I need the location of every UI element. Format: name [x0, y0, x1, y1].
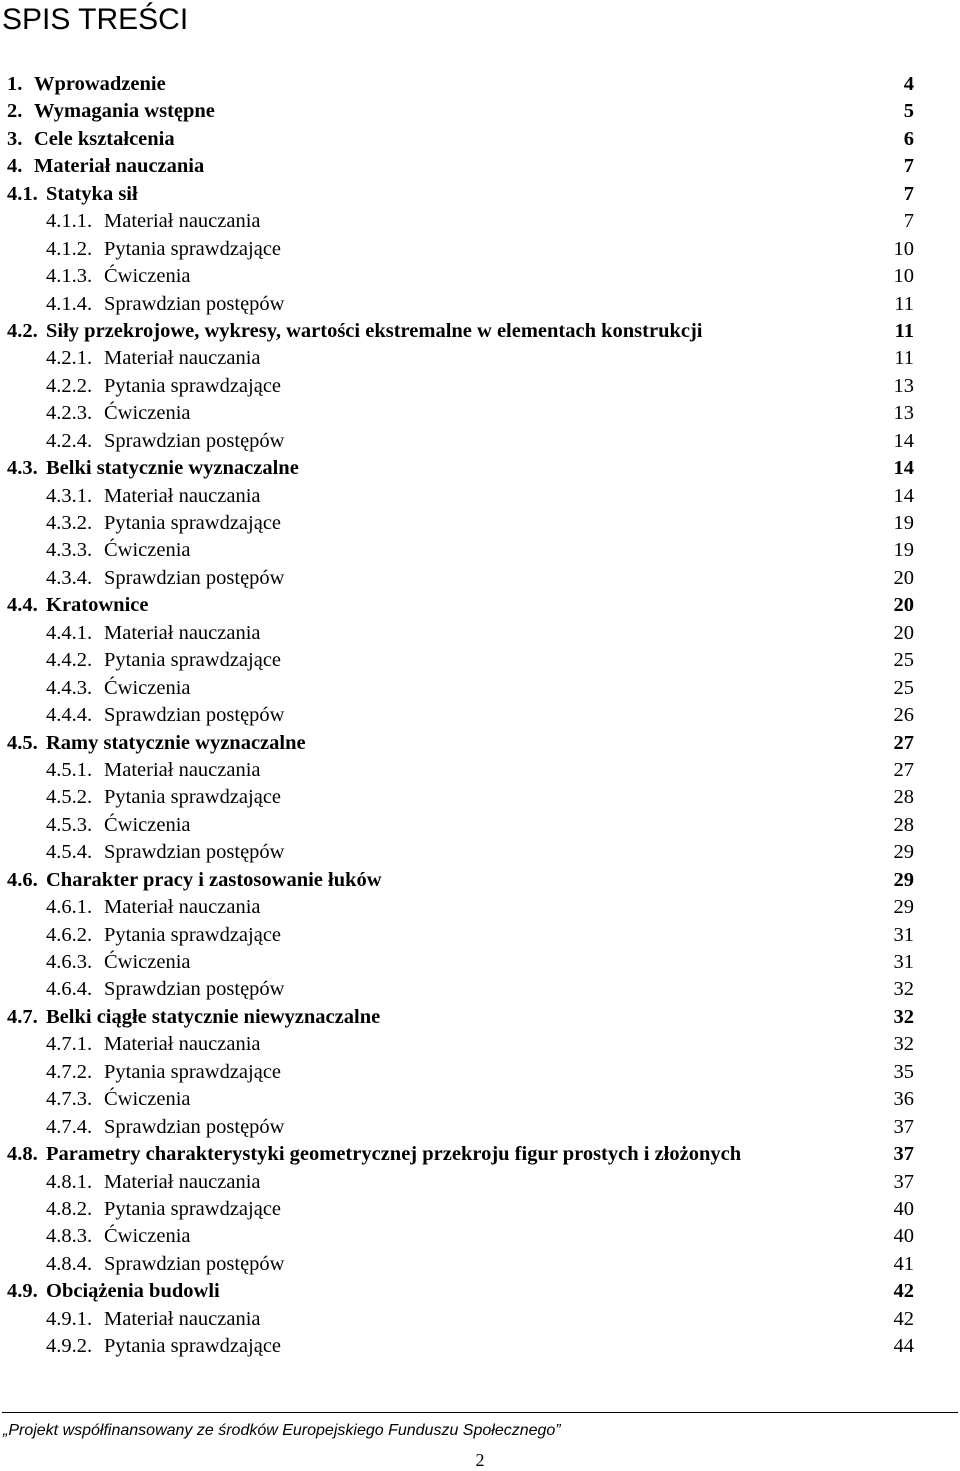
- toc-entry-number: 4.3.3.: [46, 539, 93, 562]
- toc-entry: [0, 1278, 960, 1305]
- toc-entry-number: 4.5.: [7, 731, 38, 754]
- toc-entry: [0, 71, 960, 98]
- toc-entry-label: Wprowadzenie: [34, 73, 166, 95]
- toc-entry-label: Pytania sprawdzające: [104, 923, 282, 946]
- toc-entry-label: Materiał nauczania: [104, 347, 261, 370]
- toc-entry-page: 26: [893, 704, 914, 727]
- page-number: 2: [475, 1450, 485, 1470]
- toc-entry-page: 29: [893, 841, 914, 864]
- toc-entry-page: 25: [893, 649, 914, 672]
- toc-entry: [0, 1059, 960, 1086]
- toc-entry: [0, 839, 960, 866]
- toc-entry-label: Belki ciągłe statycznie niewyznaczalne: [46, 1005, 381, 1028]
- toc-entry-page: 19: [893, 512, 914, 534]
- toc-entry-label: Ćwiczenia: [104, 1088, 191, 1111]
- toc-entry: [0, 455, 960, 482]
- toc-entry-label: Belki statycznie wyznaczalne: [46, 457, 299, 480]
- toc-entry-number: 4.6.1.: [46, 896, 93, 919]
- toc-entry: [0, 565, 960, 592]
- toc-entry: [0, 812, 960, 839]
- toc-entry-label: Pytania sprawdzające: [104, 649, 282, 672]
- toc-entry-page: 37: [893, 1143, 914, 1166]
- toc-entry-number: 4.7.2.: [46, 1060, 93, 1083]
- toc-entry-page: 31: [893, 951, 914, 973]
- footer-text: „Projekt współfinansowany ze środków Europejskiego Funduszu Społecznego”: [3, 1422, 561, 1439]
- toc-entry: [0, 153, 960, 180]
- toc-entry-number: 4.3.4.: [46, 566, 93, 589]
- toc-entry-number: 4.8.3.: [46, 1225, 93, 1248]
- toc-entry: [0, 1141, 960, 1168]
- toc-entry: [0, 428, 960, 455]
- toc-entry-number: 4.: [7, 155, 23, 178]
- toc-entry-page: 5: [903, 100, 914, 123]
- toc-entry: [0, 976, 960, 1003]
- toc-entry-label: Pytania sprawdzające: [104, 1335, 282, 1358]
- toc-entry-number: 4.1.1.: [46, 210, 93, 233]
- toc-entry-label: Materiał nauczania: [104, 758, 261, 781]
- toc-entry-label: Sprawdzian postępów: [104, 566, 285, 589]
- toc-entry-label: Parametry charakterystyki geometrycznej przekroju figur prostych i złożonych: [46, 1143, 742, 1166]
- toc-entry-label: Materiał nauczania: [104, 1307, 261, 1330]
- toc-entry-number: 1.: [7, 73, 23, 95]
- toc-entry-label: Sprawdzian postępów: [104, 429, 285, 452]
- toc-entry-label: Obciążenia budowli: [46, 1280, 220, 1303]
- toc-entry-page: 6: [903, 127, 914, 150]
- toc-entry: [0, 730, 960, 757]
- toc-entry-number: 4.1.: [7, 182, 38, 205]
- toc-entry-page: 13: [893, 402, 914, 425]
- toc-entry-page: 11: [894, 347, 914, 370]
- toc-entry-page: 41: [893, 1252, 914, 1275]
- toc-entry-label: Ćwiczenia: [104, 402, 191, 425]
- toc-entry-number: 4.5.1.: [46, 758, 93, 781]
- toc-entry-number: 4.2.1.: [46, 347, 93, 370]
- toc-entry-number: 4.5.2.: [46, 786, 93, 809]
- toc-entry-page: 37: [893, 1170, 914, 1193]
- toc-entry: [0, 867, 960, 894]
- toc-entry-number: 4.7.: [7, 1005, 38, 1028]
- toc-entry-label: Pytania sprawdzające: [104, 1197, 282, 1220]
- toc-entry-number: 4.4.: [7, 594, 38, 617]
- toc-entry-label: Siły przekrojowe, wykresy, wartości ekstremalne w elementach konstrukcji: [46, 319, 703, 342]
- toc-entry-page: 40: [893, 1197, 914, 1220]
- toc-entry-label: Sprawdzian postępów: [104, 1252, 285, 1275]
- toc-entry-label: Ramy statycznie wyznaczalne: [46, 731, 306, 754]
- toc-entry: [0, 1114, 960, 1141]
- toc-entry-page: 35: [893, 1060, 914, 1083]
- toc-entry-label: Ćwiczenia: [104, 676, 191, 699]
- toc-entry-number: 4.3.2.: [46, 512, 93, 534]
- toc-entry-number: 4.7.3.: [46, 1088, 93, 1111]
- toc-entry-number: 4.8.1.: [46, 1170, 93, 1193]
- toc-entry-number: 4.1.3.: [46, 265, 93, 288]
- toc-entry-number: 4.3.: [7, 457, 38, 480]
- toc-entry-label: Materiał nauczania: [34, 155, 205, 178]
- toc-entry-label: Sprawdzian postępów: [104, 292, 285, 315]
- toc-entry-page: 42: [893, 1280, 914, 1303]
- toc-entry: [0, 208, 960, 235]
- toc-entry-page: 32: [893, 1033, 914, 1056]
- toc-entry: [0, 1223, 960, 1250]
- toc-entry-page: 10: [893, 265, 914, 288]
- toc-entry-page: 42: [893, 1307, 914, 1330]
- toc-entry-page: 29: [893, 868, 914, 891]
- toc-entry-number: 4.3.1.: [46, 484, 93, 507]
- toc-entry-label: Materiał nauczania: [104, 621, 261, 644]
- toc-entry-number: 4.9.: [7, 1280, 38, 1303]
- toc-entry-label: Ćwiczenia: [104, 1225, 191, 1248]
- page-title: SPIS TREŚCI: [2, 3, 189, 36]
- toc-entry-number: 4.6.3.: [46, 951, 93, 973]
- toc-entry-label: Wymagania wstępne: [34, 100, 215, 123]
- toc-entry-page: 11: [894, 319, 914, 342]
- toc-entry-label: Cele kształcenia: [34, 127, 175, 150]
- toc-entry: [0, 510, 960, 537]
- toc-entry-label: Sprawdzian postępów: [104, 841, 285, 864]
- toc-entry: [0, 126, 960, 153]
- toc-entry-number: 4.2.: [7, 319, 38, 342]
- toc-entry-page: 10: [893, 237, 914, 260]
- toc-entry: [0, 345, 960, 372]
- toc-entry: [0, 620, 960, 647]
- toc-entry: [0, 784, 960, 811]
- toc-entry-label: Materiał nauczania: [104, 484, 261, 507]
- toc-entry-label: Pytania sprawdzające: [104, 374, 282, 397]
- toc-entry-label: Statyka sił: [46, 182, 138, 205]
- toc-entry-page: 32: [893, 978, 914, 1001]
- toc-entry-label: Ćwiczenia: [104, 813, 191, 836]
- toc-entry-label: Ćwiczenia: [104, 265, 191, 288]
- toc-entry: [0, 400, 960, 427]
- toc-entry-page: 40: [893, 1225, 914, 1248]
- toc-entry-number: 4.4.3.: [46, 676, 93, 699]
- toc-entry: [0, 1196, 960, 1223]
- toc-entry: [0, 1031, 960, 1058]
- toc-entry-number: 4.4.4.: [46, 704, 93, 727]
- toc-entry-number: 4.7.1.: [46, 1033, 93, 1056]
- toc-entry-number: 4.5.4.: [46, 841, 93, 864]
- toc-entry-number: 4.6.: [7, 868, 38, 891]
- toc-entry: [0, 537, 960, 564]
- toc-entry-label: Pytania sprawdzające: [104, 512, 282, 534]
- toc-entry-number: 3.: [7, 127, 23, 150]
- toc-entry-label: Materiał nauczania: [104, 896, 261, 919]
- toc-entry-label: Pytania sprawdzające: [104, 237, 282, 260]
- toc-entry: [0, 98, 960, 125]
- toc-entry-page: 19: [893, 539, 914, 562]
- toc-entry-number: 4.9.1.: [46, 1307, 93, 1330]
- toc-entry-label: Pytania sprawdzające: [104, 786, 282, 809]
- table-of-contents: [0, 71, 960, 1361]
- toc-entry: [0, 675, 960, 702]
- toc-entry: [0, 592, 960, 619]
- toc-entry-number: 4.2.3.: [46, 402, 93, 425]
- toc-entry-label: Materiał nauczania: [104, 210, 261, 233]
- toc-entry: [0, 1306, 960, 1333]
- toc-entry: [0, 1333, 960, 1360]
- toc-entry: [0, 949, 960, 976]
- toc-entry-page: 13: [893, 374, 914, 397]
- toc-entry: [0, 702, 960, 729]
- toc-entry: [0, 263, 960, 290]
- toc-entry: [0, 1169, 960, 1196]
- toc-entry-page: 20: [893, 566, 914, 589]
- toc-entry: [0, 894, 960, 921]
- toc-entry-page: 11: [894, 292, 914, 315]
- toc-entry-number: 2.: [7, 100, 23, 123]
- toc-entry: [0, 373, 960, 400]
- toc-entry-label: Sprawdzian postępów: [104, 978, 285, 1001]
- toc-entry-number: 4.8.4.: [46, 1252, 93, 1275]
- toc-entry-label: Sprawdzian postępów: [104, 704, 285, 727]
- toc-entry-page: 27: [893, 731, 914, 754]
- toc-entry-page: 20: [893, 594, 914, 617]
- toc-entry-number: 4.9.2.: [46, 1335, 93, 1358]
- toc-entry-number: 4.8.: [7, 1143, 38, 1166]
- toc-entry-label: Ćwiczenia: [104, 951, 191, 973]
- toc-entry-number: 4.6.4.: [46, 978, 93, 1001]
- toc-entry-page: 27: [893, 758, 914, 781]
- toc-entry-page: 14: [893, 484, 914, 507]
- toc-entry-number: 4.7.4.: [46, 1115, 93, 1138]
- toc-entry-page: 28: [893, 786, 914, 809]
- toc-entry-page: 4: [903, 73, 914, 95]
- toc-entry-label: Sprawdzian postępów: [104, 1115, 285, 1138]
- toc-entry: [0, 647, 960, 674]
- toc-entry-label: Materiał nauczania: [104, 1170, 261, 1193]
- toc-entry-number: 4.4.2.: [46, 649, 93, 672]
- toc-entry-number: 4.2.4.: [46, 429, 93, 452]
- toc-entry-page: 44: [893, 1335, 914, 1358]
- toc-entry-page: 7: [903, 210, 914, 233]
- toc-entry: [0, 291, 960, 318]
- toc-entry-label: Pytania sprawdzające: [104, 1060, 282, 1083]
- toc-entry-label: Ćwiczenia: [104, 539, 191, 562]
- toc-entry: [0, 1086, 960, 1113]
- toc-entry: [0, 483, 960, 510]
- toc-entry-number: 4.1.2.: [46, 237, 93, 260]
- toc-entry: [0, 236, 960, 263]
- toc-entry-label: Kratownice: [46, 594, 149, 617]
- toc-entry-label: Charakter pracy i zastosowanie łuków: [46, 868, 382, 891]
- toc-entry-page: 28: [893, 813, 914, 836]
- toc-entry-number: 4.4.1.: [46, 621, 93, 644]
- toc-entry: [0, 318, 960, 345]
- toc-entry: [0, 1251, 960, 1278]
- toc-entry-page: 32: [893, 1005, 914, 1028]
- toc-entry-number: 4.5.3.: [46, 813, 93, 836]
- toc-entry-page: 7: [903, 182, 914, 205]
- toc-entry-page: 36: [893, 1088, 914, 1111]
- toc-entry-number: 4.6.2.: [46, 923, 93, 946]
- toc-entry-page: 29: [893, 896, 914, 919]
- toc-entry-page: 25: [893, 676, 914, 699]
- toc-entry-page: 7: [903, 155, 914, 178]
- toc-entry-page: 14: [893, 457, 914, 480]
- toc-entry: [0, 181, 960, 208]
- toc-entry-label: Materiał nauczania: [104, 1033, 261, 1056]
- toc-entry: [0, 1004, 960, 1031]
- toc-entry: [0, 757, 960, 784]
- toc-entry-page: 31: [893, 923, 914, 946]
- toc-entry-page: 37: [893, 1115, 914, 1138]
- toc-entry-page: 20: [893, 621, 914, 644]
- toc-entry-number: 4.8.2.: [46, 1197, 93, 1220]
- toc-entry-number: 4.2.2.: [46, 374, 93, 397]
- toc-entry: [0, 922, 960, 949]
- footer-divider: [2, 1412, 958, 1413]
- toc-entry-number: 4.1.4.: [46, 292, 93, 315]
- toc-entry-page: 14: [893, 429, 914, 452]
